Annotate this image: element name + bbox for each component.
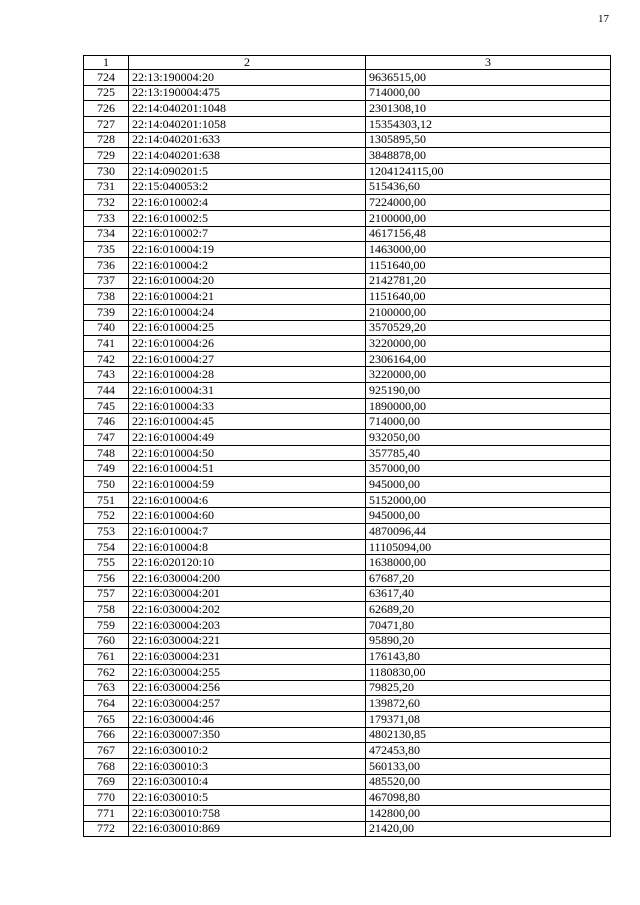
cadastral-value-cell: 70471,80 — [366, 617, 611, 633]
cadastral-value-cell: 714000,00 — [366, 414, 611, 430]
row-index-cell: 758 — [84, 602, 129, 618]
column-header-cadastral-number: 2 — [129, 56, 366, 70]
row-index-cell: 724 — [84, 70, 129, 86]
table-row — [84, 492, 611, 508]
row-index-cell: 772 — [84, 821, 129, 837]
cadastral-value-cell: 2100000,00 — [366, 210, 611, 226]
row-index-cell: 764 — [84, 696, 129, 712]
cadastral-number-cell: 22:16:030004:203 — [129, 617, 366, 633]
table-row — [84, 179, 611, 195]
column-header-index: 1 — [84, 56, 129, 70]
row-index-cell: 759 — [84, 617, 129, 633]
row-index-cell: 727 — [84, 116, 129, 132]
cadastral-number-cell: 22:16:010004:8 — [129, 539, 366, 555]
cadastral-value-cell: 1305895,50 — [366, 132, 611, 148]
cadastral-value-cell: 1151640,00 — [366, 289, 611, 305]
cadastral-value-cell: 467098,80 — [366, 790, 611, 806]
cadastral-number-cell: 22:16:030010:4 — [129, 774, 366, 790]
cadastral-number-cell: 22:16:010004:2 — [129, 257, 366, 273]
row-index-cell: 762 — [84, 664, 129, 680]
table-row — [84, 398, 611, 414]
cadastral-value-cell: 67687,20 — [366, 571, 611, 587]
row-index-cell: 735 — [84, 242, 129, 258]
cadastral-value-cell: 2301308,10 — [366, 101, 611, 117]
cadastral-value-cell: 932050,00 — [366, 430, 611, 446]
row-index-cell: 769 — [84, 774, 129, 790]
table-row — [84, 602, 611, 618]
cadastral-number-cell: 22:16:030004:46 — [129, 711, 366, 727]
cadastral-number-cell: 22:14:040201:1058 — [129, 116, 366, 132]
cadastral-number-cell: 22:16:020120:10 — [129, 555, 366, 571]
cadastral-value-cell: 357000,00 — [366, 461, 611, 477]
row-index-cell: 746 — [84, 414, 129, 430]
cadastral-number-cell: 22:16:010002:4 — [129, 195, 366, 211]
row-index-cell: 726 — [84, 101, 129, 117]
table-row — [84, 116, 611, 132]
table-row — [84, 461, 611, 477]
table-row — [84, 210, 611, 226]
cadastral-value-cell: 62689,20 — [366, 602, 611, 618]
cadastral-number-cell: 22:13:190004:20 — [129, 70, 366, 86]
cadastral-value-cell: 1463000,00 — [366, 242, 611, 258]
row-index-cell: 749 — [84, 461, 129, 477]
cadastral-value-cell: 63617,40 — [366, 586, 611, 602]
table-row — [84, 664, 611, 680]
cadastral-number-cell: 22:16:010004:59 — [129, 477, 366, 493]
cadastral-number-cell: 22:16:030004:257 — [129, 696, 366, 712]
row-index-cell: 734 — [84, 226, 129, 242]
cadastral-value-cell: 3220000,00 — [366, 336, 611, 352]
cadastral-number-cell: 22:16:010004:7 — [129, 524, 366, 540]
table-row — [84, 430, 611, 446]
cadastral-number-cell: 22:16:010004:60 — [129, 508, 366, 524]
row-index-cell: 754 — [84, 539, 129, 555]
table-row — [84, 273, 611, 289]
cadastral-value-cell: 3220000,00 — [366, 367, 611, 383]
row-index-cell: 748 — [84, 445, 129, 461]
cadastral-number-cell: 22:14:040201:633 — [129, 132, 366, 148]
table-row — [84, 758, 611, 774]
cadastral-value-cell: 485520,00 — [366, 774, 611, 790]
cadastral-number-cell: 22:16:010004:6 — [129, 492, 366, 508]
table-row — [84, 148, 611, 164]
cadastral-value-cell: 7224000,00 — [366, 195, 611, 211]
row-index-cell: 765 — [84, 711, 129, 727]
row-index-cell: 755 — [84, 555, 129, 571]
column-header-value: 3 — [366, 56, 611, 70]
table-row — [84, 586, 611, 602]
table-row — [84, 445, 611, 461]
cadastral-value-cell: 11105094,00 — [366, 539, 611, 555]
cadastral-number-cell: 22:16:030004:201 — [129, 586, 366, 602]
cadastral-number-cell: 22:14:040201:638 — [129, 148, 366, 164]
cadastral-number-cell: 22:16:030007:350 — [129, 727, 366, 743]
table-row — [84, 85, 611, 101]
table-row — [84, 508, 611, 524]
row-index-cell: 743 — [84, 367, 129, 383]
row-index-cell: 766 — [84, 727, 129, 743]
cadastral-value-cell: 21420,00 — [366, 821, 611, 837]
row-index-cell: 768 — [84, 758, 129, 774]
cadastral-value-cell: 176143,80 — [366, 649, 611, 665]
table-row — [84, 163, 611, 179]
cadastral-value-cell: 95890,20 — [366, 633, 611, 649]
cadastral-number-cell: 22:16:010004:20 — [129, 273, 366, 289]
cadastral-value-cell: 560133,00 — [366, 758, 611, 774]
cadastral-number-cell: 22:13:190004:475 — [129, 85, 366, 101]
table-row — [84, 257, 611, 273]
table-row — [84, 70, 611, 86]
cadastral-number-cell: 22:16:010004:19 — [129, 242, 366, 258]
table-row — [84, 320, 611, 336]
row-index-cell: 730 — [84, 163, 129, 179]
cadastral-number-cell: 22:16:010004:27 — [129, 351, 366, 367]
cadastral-number-cell: 22:16:030010:758 — [129, 805, 366, 821]
row-index-cell: 725 — [84, 85, 129, 101]
cadastral-number-cell: 22:16:010004:50 — [129, 445, 366, 461]
cadastral-number-cell: 22:16:030010:3 — [129, 758, 366, 774]
row-index-cell: 728 — [84, 132, 129, 148]
cadastral-value-cell: 357785,40 — [366, 445, 611, 461]
cadastral-number-cell: 22:16:030004:221 — [129, 633, 366, 649]
cadastral-number-cell: 22:16:030004:202 — [129, 602, 366, 618]
cadastral-value-cell: 1638000,00 — [366, 555, 611, 571]
row-index-cell: 753 — [84, 524, 129, 540]
table-row — [84, 711, 611, 727]
cadastral-value-cell: 142800,00 — [366, 805, 611, 821]
table-row — [84, 727, 611, 743]
row-index-cell: 736 — [84, 257, 129, 273]
cadastral-value-cell: 4802130,85 — [366, 727, 611, 743]
cadastral-number-cell: 22:16:010004:24 — [129, 304, 366, 320]
row-index-cell: 729 — [84, 148, 129, 164]
cadastral-value-cell: 1204124115,00 — [366, 163, 611, 179]
row-index-cell: 767 — [84, 743, 129, 759]
table-row — [84, 367, 611, 383]
table-row — [84, 790, 611, 806]
row-index-cell: 740 — [84, 320, 129, 336]
cadastral-number-cell: 22:16:010004:26 — [129, 336, 366, 352]
row-index-cell: 771 — [84, 805, 129, 821]
table-row — [84, 555, 611, 571]
table-row — [84, 414, 611, 430]
cadastral-number-cell: 22:16:030010:2 — [129, 743, 366, 759]
cadastral-number-cell: 22:16:030004:256 — [129, 680, 366, 696]
cadastral-number-cell: 22:16:030004:231 — [129, 649, 366, 665]
cadastral-value-cell: 925190,00 — [366, 383, 611, 399]
cadastral-number-cell: 22:14:040201:1048 — [129, 101, 366, 117]
cadastral-number-cell: 22:16:010002:7 — [129, 226, 366, 242]
table-row — [84, 649, 611, 665]
row-index-cell: 751 — [84, 492, 129, 508]
table-row — [84, 821, 611, 837]
cadastral-value-cell: 139872,60 — [366, 696, 611, 712]
cadastral-value-cell: 5152000,00 — [366, 492, 611, 508]
table-row — [84, 242, 611, 258]
cadastral-value-cell: 2100000,00 — [366, 304, 611, 320]
row-index-cell: 731 — [84, 179, 129, 195]
cadastral-value-table — [83, 55, 611, 837]
cadastral-number-cell: 22:16:010004:28 — [129, 367, 366, 383]
row-index-cell: 742 — [84, 351, 129, 367]
row-index-cell: 732 — [84, 195, 129, 211]
cadastral-value-cell: 945000,00 — [366, 477, 611, 493]
table-row — [84, 132, 611, 148]
cadastral-value-cell: 515436,60 — [366, 179, 611, 195]
row-index-cell: 761 — [84, 649, 129, 665]
cadastral-value-cell: 3848878,00 — [366, 148, 611, 164]
table-row — [84, 304, 611, 320]
row-index-cell: 739 — [84, 304, 129, 320]
table-row — [84, 680, 611, 696]
cadastral-number-cell: 22:14:090201:5 — [129, 163, 366, 179]
table-body — [84, 70, 611, 837]
table-row — [84, 101, 611, 117]
cadastral-value-cell: 79825,20 — [366, 680, 611, 696]
cadastral-number-cell: 22:16:010004:31 — [129, 383, 366, 399]
table-row — [84, 524, 611, 540]
table-row — [84, 743, 611, 759]
cadastral-number-cell: 22:16:030004:255 — [129, 664, 366, 680]
table-row — [84, 195, 611, 211]
cadastral-value-cell: 15354303,12 — [366, 116, 611, 132]
cadastral-value-cell: 945000,00 — [366, 508, 611, 524]
row-index-cell: 763 — [84, 680, 129, 696]
cadastral-number-cell: 22:16:030010:5 — [129, 790, 366, 806]
table-row — [84, 477, 611, 493]
cadastral-number-cell: 22:15:040053:2 — [129, 179, 366, 195]
row-index-cell: 770 — [84, 790, 129, 806]
row-index-cell: 760 — [84, 633, 129, 649]
cadastral-number-cell: 22:16:010004:33 — [129, 398, 366, 414]
row-index-cell: 744 — [84, 383, 129, 399]
cadastral-number-cell: 22:16:030004:200 — [129, 571, 366, 587]
table-row — [84, 805, 611, 821]
table-row — [84, 571, 611, 587]
table-header-row — [84, 56, 611, 70]
cadastral-number-cell: 22:16:010004:51 — [129, 461, 366, 477]
row-index-cell: 747 — [84, 430, 129, 446]
table-row — [84, 696, 611, 712]
row-index-cell: 733 — [84, 210, 129, 226]
cadastral-number-cell: 22:16:030010:869 — [129, 821, 366, 837]
cadastral-number-cell: 22:16:010004:25 — [129, 320, 366, 336]
cadastral-value-cell: 2142781,20 — [366, 273, 611, 289]
cadastral-value-cell: 3570529,20 — [366, 320, 611, 336]
cadastral-value-cell: 9636515,00 — [366, 70, 611, 86]
row-index-cell: 745 — [84, 398, 129, 414]
row-index-cell: 738 — [84, 289, 129, 305]
page-number: 17 — [598, 13, 609, 25]
row-index-cell: 752 — [84, 508, 129, 524]
row-index-cell: 750 — [84, 477, 129, 493]
cadastral-value-cell: 1151640,00 — [366, 257, 611, 273]
table-row — [84, 617, 611, 633]
cadastral-value-cell: 472453,80 — [366, 743, 611, 759]
cadastral-number-cell: 22:16:010002:5 — [129, 210, 366, 226]
table-row — [84, 633, 611, 649]
cadastral-value-cell: 4870096,44 — [366, 524, 611, 540]
cadastral-value-cell: 1890000,00 — [366, 398, 611, 414]
cadastral-value-cell: 1180830,00 — [366, 664, 611, 680]
cadastral-number-cell: 22:16:010004:45 — [129, 414, 366, 430]
cadastral-number-cell: 22:16:010004:21 — [129, 289, 366, 305]
table-row — [84, 774, 611, 790]
table-row — [84, 289, 611, 305]
table-row — [84, 336, 611, 352]
row-index-cell: 757 — [84, 586, 129, 602]
row-index-cell: 741 — [84, 336, 129, 352]
table-row — [84, 226, 611, 242]
cadastral-value-cell: 4617156,48 — [366, 226, 611, 242]
table-row — [84, 539, 611, 555]
row-index-cell: 756 — [84, 571, 129, 587]
table-row — [84, 383, 611, 399]
table-row — [84, 351, 611, 367]
cadastral-value-cell: 714000,00 — [366, 85, 611, 101]
cadastral-number-cell: 22:16:010004:49 — [129, 430, 366, 446]
cadastral-value-cell: 179371,08 — [366, 711, 611, 727]
cadastral-value-cell: 2306164,00 — [366, 351, 611, 367]
row-index-cell: 737 — [84, 273, 129, 289]
